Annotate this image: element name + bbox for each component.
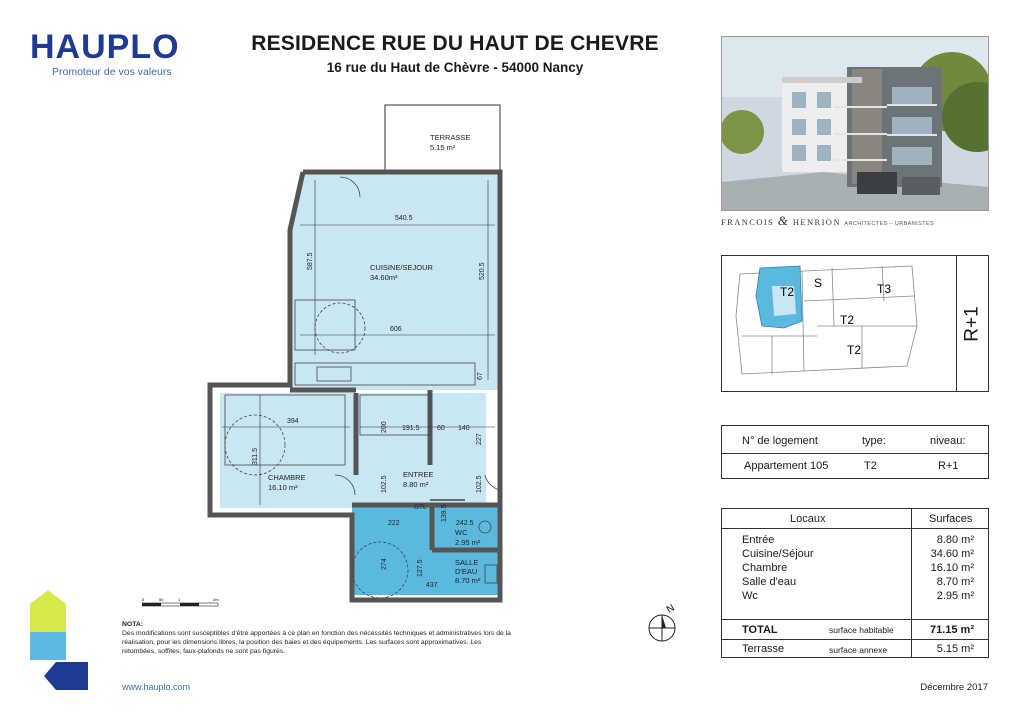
room-area: 8.70 m² (936, 576, 974, 588)
keyplan-label-t2a: T2 (780, 285, 795, 299)
info-header-number: N° de logement (742, 435, 818, 447)
info-value-level: R+1 (938, 460, 959, 472)
architect-name-a: FRANCOIS (721, 217, 775, 227)
info-header-row (722, 426, 988, 454)
room-list (742, 533, 814, 603)
dim-label: 222 (388, 520, 400, 527)
nota-block (122, 620, 512, 656)
page-address: 16 rue du Haut de Chèvre - 54000 Nancy (326, 60, 584, 75)
room-area: 2.95 m² (936, 590, 974, 602)
brand-deco-shapes (30, 590, 92, 690)
dim-label: 200 (381, 421, 388, 433)
bedroom-area: 16.10 m² (268, 483, 298, 492)
north-compass-icon (640, 600, 688, 645)
bath-name-2: D'EAU (455, 567, 478, 576)
info-header-level: niveau: (930, 435, 966, 447)
terrace-area: 5.15 m² (430, 143, 456, 152)
room-areas (931, 533, 974, 603)
surfaces-col-locaux: Locaux (790, 513, 826, 525)
room-area: 34.60 m² (930, 548, 974, 560)
room-area: 16.10 m² (930, 562, 974, 574)
architect-role: ARCHITECTES – URBANISTES (844, 221, 935, 227)
nota-title: NOTA: (122, 621, 144, 628)
entry-name: ENTREE (403, 470, 434, 479)
floor-plan (200, 95, 540, 615)
compass-north-label: N (664, 602, 677, 616)
room-name: Entrée (742, 534, 775, 546)
dim-label: 437 (426, 582, 438, 589)
dim-label: 274 (381, 558, 388, 570)
keyplan-label-t2b: T2 (840, 313, 855, 327)
nota-text: Des modifications sont susceptibles d'être apportées à ce plan en fonction des nécessités techniques et administratives lors de la réalisation, pour les dimensions libres, la position des baies et des équipements. Les surfaces sont approximatives. Les retombées, soffites, faux-plafonds ne sont pas figurés. (122, 630, 511, 655)
building-rendering-image (721, 36, 989, 211)
document-date: Décembre 2017 (920, 682, 988, 693)
dim-label: 102.5 (381, 475, 388, 493)
bath-name: SALLE (455, 558, 479, 567)
scale-bar (142, 596, 220, 608)
wc-area: 2.95 m² (455, 538, 481, 547)
keyplan-label-s: S (814, 276, 823, 290)
brand-name: HAUPLO (30, 28, 180, 66)
scale-label: 2m (213, 597, 219, 602)
terrace-label: Terrasse (742, 643, 785, 655)
dim-label: 311.5 (252, 448, 259, 465)
gtl-label: GTL (414, 504, 427, 511)
total-value: 71.15 m² (929, 624, 974, 636)
room-area: 8.80 m² (936, 534, 974, 546)
dim-label: 242.5 (456, 520, 474, 527)
level-label: R+1 (961, 305, 983, 342)
dim-label: 606 (390, 326, 402, 333)
dim-label: 587.5 (307, 252, 314, 270)
bath-area: 8.70 m² (455, 576, 481, 585)
dim-label: 60 (437, 425, 445, 432)
terrace-value: 5.15 m² (936, 643, 974, 655)
total-sub: surface habitable (829, 625, 894, 635)
room-name: Wc (742, 590, 758, 602)
key-plan (721, 255, 989, 392)
living-name: CUISINE/SEJOUR (370, 263, 433, 272)
scale-label: 0 (142, 597, 145, 602)
brand-tagline: Promoteur de vos valeurs (52, 66, 172, 78)
key-plan-drawing (722, 256, 957, 391)
info-header-type: type: (862, 435, 886, 447)
surfaces-col-surfaces: Surfaces (929, 513, 973, 525)
dim-label: 139.5 (441, 504, 448, 522)
surfaces-table (721, 508, 989, 658)
hauplo-logo (30, 30, 205, 80)
dim-label: 191.5 (402, 425, 420, 432)
scale-label: 50 (159, 597, 164, 602)
wc-name: WC (455, 528, 468, 537)
architect-credit (721, 213, 989, 229)
scale-label: 1 (178, 597, 181, 602)
architect-ampersand: & (777, 213, 790, 228)
dim-label: 520.5 (479, 262, 486, 280)
room-name: Salle d'eau (742, 576, 797, 588)
floor-plan-drawing (200, 95, 540, 615)
apartment-info-table (721, 425, 989, 479)
website-link[interactable]: www.hauplo.com (122, 682, 191, 692)
keyplan-label-t2c: T2 (847, 343, 862, 357)
dim-label: 227 (476, 433, 483, 445)
keyplan-label-t3: T3 (877, 282, 892, 296)
dim-label: 140 (458, 425, 470, 432)
page-title: RESIDENCE RUE DU HAUT DE CHEVRE (251, 32, 659, 55)
info-value-type: T2 (864, 460, 877, 472)
dim-label: 394 (287, 418, 299, 425)
info-value-number: Appartement 105 (744, 460, 829, 472)
dim-label: 102.5 (476, 475, 483, 493)
total-label: TOTAL (742, 624, 778, 636)
dim-label: 127.5 (417, 559, 424, 577)
level-box (956, 256, 988, 391)
room-name: Cuisine/Séjour (742, 548, 814, 560)
terrace-sub: surface annexe (829, 645, 888, 655)
dim-label: 67 (477, 372, 484, 380)
architect-name-b: HENRION (792, 217, 841, 227)
bedroom-name: CHAMBRE (268, 473, 306, 482)
terrace-name: TERRASSE (430, 133, 471, 142)
room-name: Chambre (742, 562, 788, 574)
dim-label: 540.5 (395, 215, 413, 222)
living-area: 34.60m² (370, 273, 398, 282)
entry-area: 8.80 m² (403, 480, 429, 489)
info-value-row (722, 454, 988, 479)
